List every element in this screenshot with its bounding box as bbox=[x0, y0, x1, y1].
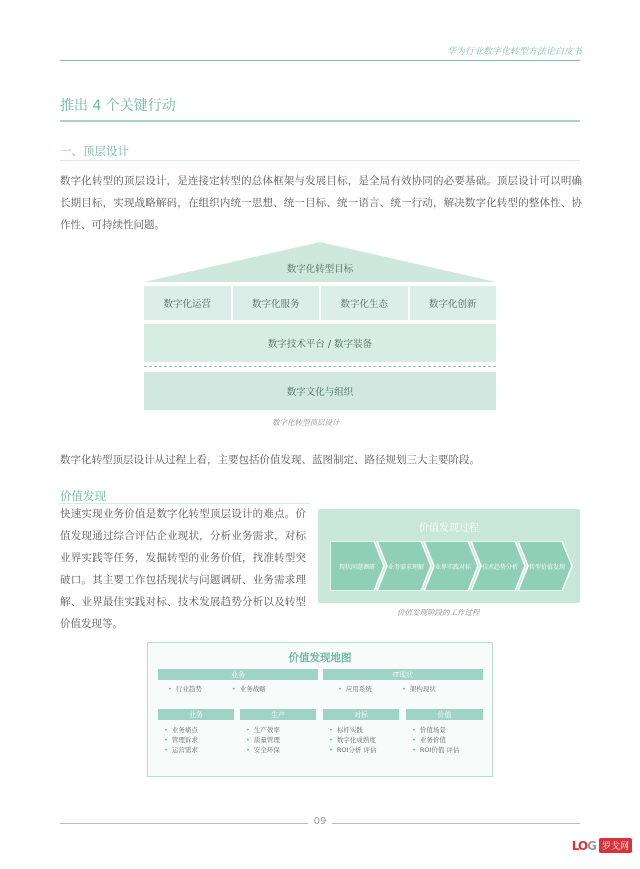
header-title: 华为行业数字化转型方法论白皮书 bbox=[446, 47, 582, 57]
map-header: 业务 bbox=[158, 709, 234, 720]
capability-cell: 数字化创新 bbox=[410, 286, 497, 320]
map-item: • 质量管理 bbox=[246, 735, 280, 745]
map-item: • 业务痛点 bbox=[164, 725, 198, 735]
map-list bbox=[168, 684, 266, 694]
map-item: • ROI分析 评估 bbox=[329, 745, 376, 755]
subsection-rule bbox=[60, 160, 580, 161]
page-number: 09 bbox=[313, 816, 327, 827]
dashed-divider bbox=[144, 366, 496, 367]
map-list bbox=[164, 725, 198, 755]
map-item: • 标杆实践 bbox=[329, 725, 376, 735]
header-rule bbox=[60, 60, 580, 61]
step-label: 技术趋势分析 bbox=[481, 564, 519, 571]
map-item: • 管理诉求 bbox=[164, 735, 198, 745]
capability-cell: 数字化服务 bbox=[233, 286, 320, 320]
footer-rule-right bbox=[332, 823, 580, 824]
process-paragraph: 数字化转型顶层设计从过程上看，主要包括价值发现、蓝图制定、路径规划三大主要阶段。 bbox=[60, 454, 480, 466]
section-title: 推出 4 个关键行动 bbox=[60, 98, 176, 114]
process-chevrons bbox=[330, 541, 574, 591]
step-label: 业务需求理解 bbox=[387, 564, 425, 571]
subsection-title: 一、顶层设计 bbox=[60, 144, 129, 158]
platform-bar: 数字技术平台 / 数字装备 bbox=[144, 324, 496, 362]
map-item: • 价值场景 bbox=[412, 725, 459, 735]
map-item: • 安全环保 bbox=[246, 745, 280, 755]
map-header: 对标 bbox=[323, 709, 399, 720]
map-header: IT现状 bbox=[323, 669, 483, 680]
map-item: • 数字化成熟度 bbox=[329, 735, 376, 745]
map-header: 业务 bbox=[158, 669, 318, 680]
goal-label: 数字化转型目标 bbox=[286, 264, 354, 275]
map-item: • 行业趋势 bbox=[168, 684, 202, 694]
map-item: • ROI价值 评估 bbox=[412, 745, 459, 755]
logo bbox=[572, 838, 632, 853]
map-item: • 运营需求 bbox=[164, 745, 198, 755]
logo-mark: LOG bbox=[571, 838, 596, 853]
map-item: • 应用系统 bbox=[338, 684, 372, 694]
map-list bbox=[329, 725, 376, 755]
value-discovery-paragraph: 快速实现业务价值是数字化转型顶层设计的难点。价值发现通过综合评估企业现状，分析业务需求，对标业界实践等任务，发掘转型的业务价值，找准转型突破口。其主要工作包括现状与问题调研、业务需求理解、业界最佳实践对标、技术发展趋势分析以及转型价值发现等。 bbox=[60, 508, 306, 630]
map-item: • 业务价值 bbox=[412, 735, 459, 745]
value-process-title: 价值发现过程 bbox=[419, 523, 479, 534]
map-list bbox=[338, 684, 436, 694]
value-map-title: 价值发现地图 bbox=[288, 652, 352, 664]
capability-cell: 数字化运营 bbox=[144, 286, 231, 320]
map-item: • 业务战略 bbox=[232, 684, 266, 694]
value-map bbox=[147, 642, 493, 777]
top-design-diagram bbox=[144, 242, 496, 410]
footer-rule-left bbox=[60, 823, 308, 824]
capability-cell: 数字化生态 bbox=[321, 286, 408, 320]
section-rule bbox=[60, 120, 580, 122]
step-label: 业界实践对标 bbox=[434, 564, 472, 571]
value-discovery-title: 价值发现 bbox=[60, 489, 106, 503]
map-header: 价值 bbox=[406, 709, 483, 720]
logo-text: 罗戈网 bbox=[599, 838, 632, 853]
step-label: 现状问题调研 bbox=[338, 564, 376, 571]
culture-bar: 数字文化与组织 bbox=[144, 372, 496, 410]
map-item: • 架构现状 bbox=[402, 684, 436, 694]
capability-row bbox=[144, 286, 496, 320]
step-label: 转型价值发现 bbox=[528, 564, 566, 571]
top-design-paragraph: 数字化转型的顶层设计，是连接定转型的总体框架与发展目标，是全局有效协同的必要基础。顶层设计可以明确长期目标，实现战略解码，在组织内统一思想、统一目标、统一语言、统一行动，解决数字化转型的整体性、协作性、可持续性问题。 bbox=[60, 175, 582, 231]
value-process-diagram bbox=[318, 509, 580, 603]
map-list bbox=[246, 725, 280, 755]
map-header: 生产 bbox=[240, 709, 316, 720]
map-list bbox=[412, 725, 459, 755]
top-design-caption: 数字化转型顶层设计 bbox=[272, 418, 340, 427]
map-item: • 生产效率 bbox=[246, 725, 280, 735]
value-process-caption: 价值发现阶段的工作过程 bbox=[397, 608, 480, 617]
